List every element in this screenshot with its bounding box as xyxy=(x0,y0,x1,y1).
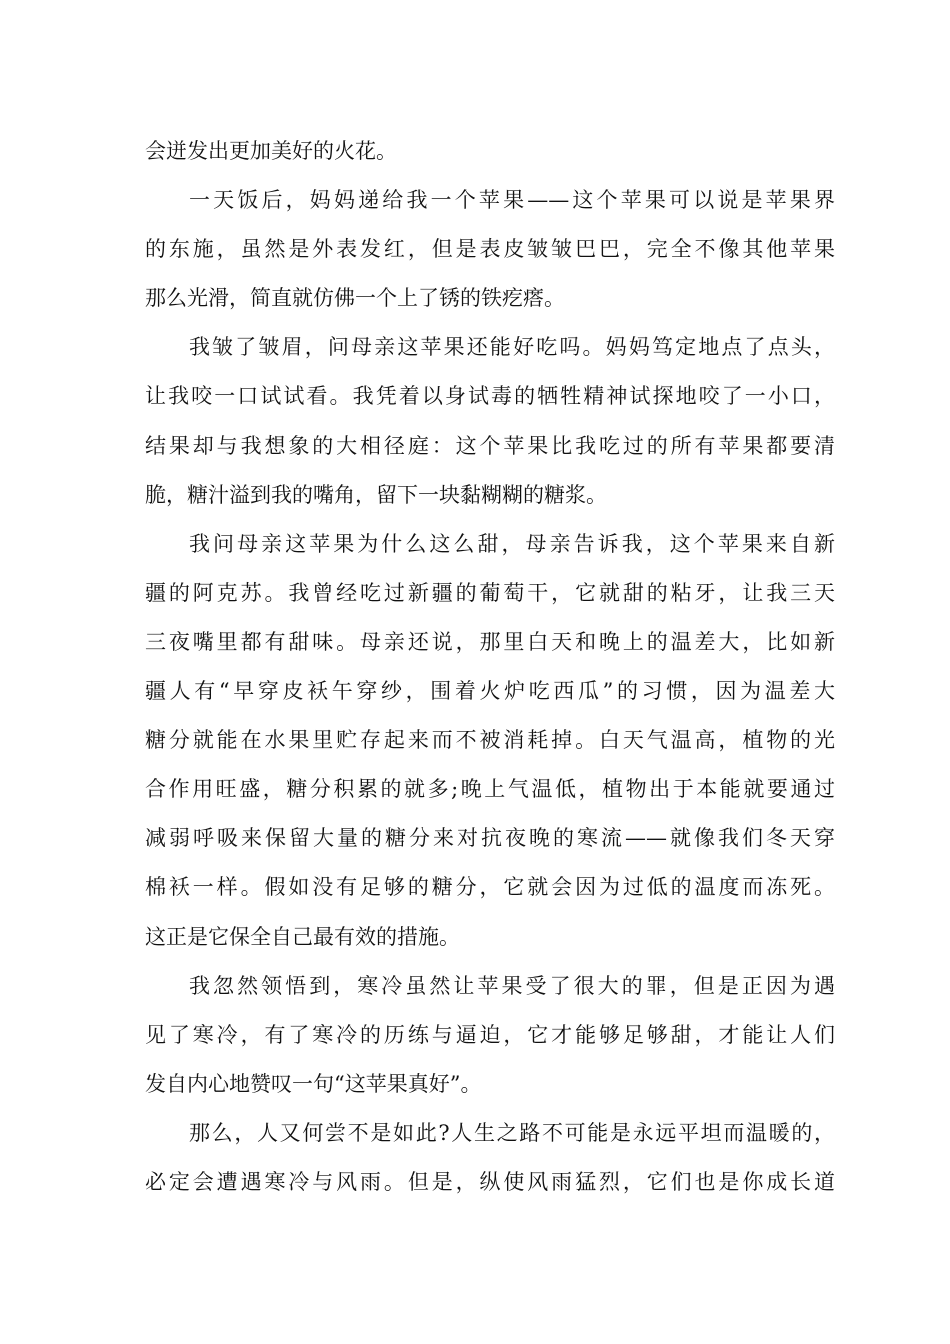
text-line: 糖分就能在水果里贮存起来而不被消耗掉。白天气温高，植物的光 xyxy=(145,728,835,753)
paragraph-first-line: 我忽然领悟到，寒冷虽然让苹果受了很大的罪，但是正因为遇 xyxy=(189,973,835,998)
paragraph-first-line: 我问母亲这苹果为什么这么甜，母亲告诉我，这个苹果来自新 xyxy=(189,531,835,556)
text-line: 结果却与我想象的大相径庭：这个苹果比我吃过的所有苹果都要清 xyxy=(145,433,835,458)
text-line: 让我咬一口试试看。我凭着以身试毒的牺牲精神试探地咬了一小口， xyxy=(145,384,835,409)
text-line: 那么光滑，简直就仿佛一个上了锈的铁疙瘩。 xyxy=(145,286,565,311)
text-line: 疆的阿克苏。我曾经吃过新疆的葡萄干，它就甜的粘牙，让我三天 xyxy=(145,580,835,605)
text-line: 发自内心地赞叹一句“这苹果真好”。 xyxy=(145,1071,482,1096)
paragraph-first-line: 一天饭后，妈妈递给我一个苹果——这个苹果可以说是苹果界 xyxy=(189,188,835,213)
text-line: 减弱呼吸来保留大量的糖分来对抗夜晚的寒流——就像我们冬天穿 xyxy=(145,826,835,851)
text-line: 见了寒冷，有了寒冷的历练与逼迫，它才能够足够甜，才能让人们 xyxy=(145,1022,835,1047)
text-line: 合作用旺盛，糖分积累的就多;晚上气温低，植物出于本能就要通过 xyxy=(145,777,835,802)
text-line: 的东施，虽然是外表发红，但是表皮皱皱巴巴，完全不像其他苹果 xyxy=(145,237,835,262)
text-line: 会迸发出更加美好的火花。 xyxy=(145,139,397,163)
text-line: 这正是它保全自己最有效的措施。 xyxy=(145,924,460,949)
paragraph-first-line: 那么，人又何尝不是如此?人生之路不可能是永远平坦而温暖的， xyxy=(189,1120,835,1145)
article-body xyxy=(145,127,835,1207)
text-line: 必定会遭遇寒冷与风雨。但是，纵使风雨猛烈，它们也是你成长道 xyxy=(145,1169,835,1194)
text-line: 疆人有“早穿皮袄午穿纱，围着火炉吃西瓜”的习惯，因为温差大 xyxy=(145,679,835,704)
text-line: 棉袄一样。假如没有足够的糖分，它就会因为过低的温度而冻死。 xyxy=(145,875,835,900)
paragraph-first-line: 我皱了皱眉，问母亲这苹果还能好吃吗。妈妈笃定地点了点头， xyxy=(189,335,835,360)
text-line: 脆，糖汁溢到我的嘴角，留下一块黏糊糊的糖浆。 xyxy=(145,482,607,507)
text-line: 三夜嘴里都有甜味。母亲还说，那里白天和晚上的温差大，比如新 xyxy=(145,629,835,654)
